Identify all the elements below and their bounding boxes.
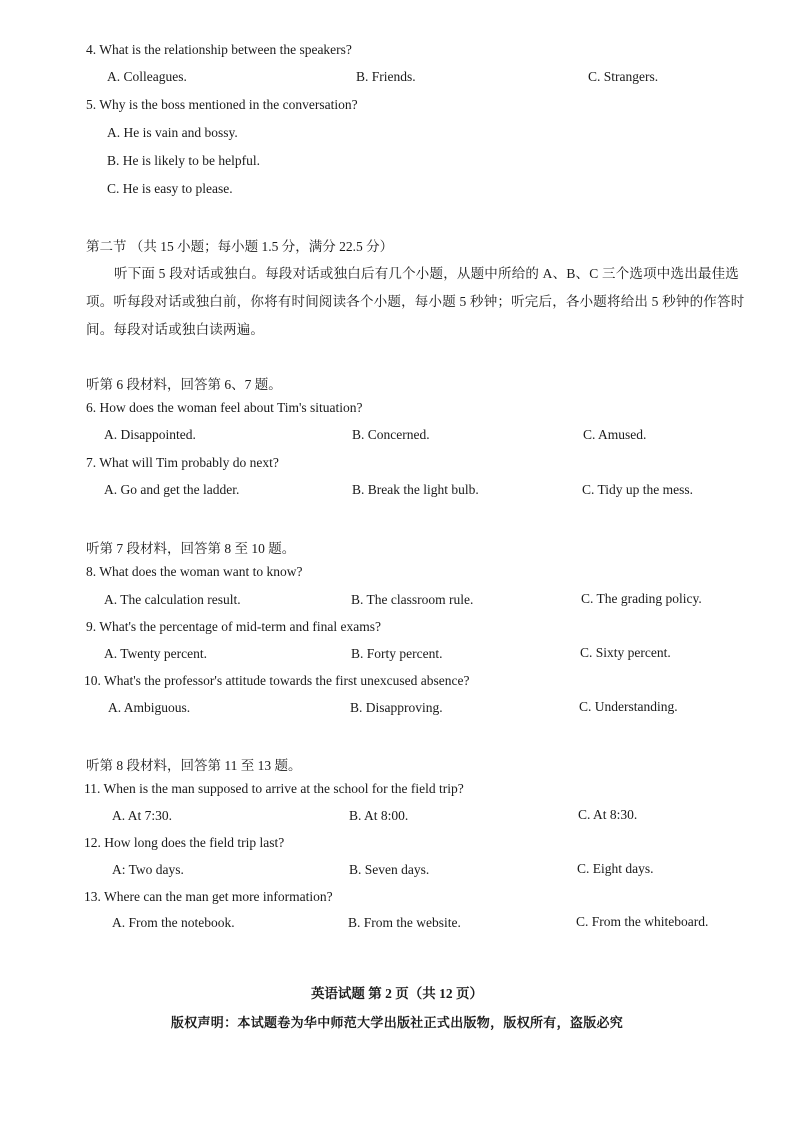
- question-9-option-a: A. Twenty percent.: [104, 646, 208, 661]
- question-6-option-b: B. Concerned.: [352, 427, 430, 442]
- section-2-title: 第二节 （共 15 小题；每小题 1.5 分，满分 22.5 分）: [86, 239, 394, 254]
- segment-6-heading: 听第 6 段材料，回答第 6、7 题。: [86, 377, 282, 392]
- question-6-stem: 6. How does the woman feel about Tim's situation?: [86, 400, 363, 415]
- question-11-stem: 11. When is the man supposed to arrive at the school for the field trip?: [84, 781, 464, 796]
- question-9-stem: 9. What's the percentage of mid-term and final exams?: [86, 619, 381, 634]
- question-10-option-c: C. Understanding.: [579, 699, 678, 714]
- question-5-option-b: B. He is likely to be helpful.: [107, 153, 260, 168]
- question-4-option-b: B. Friends.: [356, 69, 416, 84]
- question-11-option-a: A. At 7:30.: [112, 808, 173, 823]
- page-number-label: 英语试题 第 2 页（共 12 页）: [310, 986, 484, 1001]
- section-2-instructions-line-2: 项。听每段对话或独白前，你将有时间阅读各个小题，每小题 5 秒钟；听完后，各小题将给出 5 秒钟的作答时: [86, 294, 745, 309]
- question-4-stem: 4. What is the relationship between the speakers?: [86, 42, 352, 57]
- question-11-option-b: B. At 8:00.: [349, 808, 409, 823]
- question-8-option-b: B. The classroom rule.: [351, 592, 474, 607]
- copyright-notice: 版权声明：本试题卷为华中师范大学出版社正式出版物，版权所有，盗版必究: [170, 1015, 624, 1030]
- question-13-option-a: A. From the notebook.: [112, 915, 235, 930]
- segment-8-heading: 听第 8 段材料，回答第 11 至 13 题。: [86, 758, 302, 773]
- question-5-option-a: A. He is vain and bossy.: [107, 125, 238, 140]
- question-9-option-b: B. Forty percent.: [351, 646, 443, 661]
- question-9-option-c: C. Sixty percent.: [580, 645, 671, 660]
- question-12-option-b: B. Seven days.: [349, 862, 430, 877]
- question-10-option-a: A. Ambiguous.: [108, 700, 191, 715]
- question-4-option-c: C. Strangers.: [588, 69, 659, 84]
- segment-7-heading: 听第 7 段材料，回答第 8 至 10 题。: [86, 541, 296, 556]
- question-10-stem: 10. What's the professor's attitude towards the first unexcused absence?: [84, 673, 470, 688]
- question-7-option-c: C. Tidy up the mess.: [582, 482, 694, 497]
- question-5-option-c: C. He is easy to please.: [107, 181, 233, 196]
- question-4-option-a: A. Colleagues.: [107, 69, 187, 84]
- question-7-option-b: B. Break the light bulb.: [352, 482, 479, 497]
- question-11-option-c: C. At 8:30.: [578, 807, 638, 822]
- question-5-stem: 5. Why is the boss mentioned in the conversation?: [86, 97, 358, 112]
- question-10-option-b: B. Disapproving.: [350, 700, 443, 715]
- section-2-instructions-line-1: 听下面 5 段对话或独白。每段对话或独白后有几个小题，从题中所给的 A、B、C 三个选项中选出最佳选: [114, 266, 740, 281]
- section-2-instructions-line-3: 间。每段对话或独白读两遍。: [86, 322, 265, 337]
- question-6-option-c: C. Amused.: [583, 427, 647, 442]
- question-12-option-c: C. Eight days.: [577, 861, 654, 876]
- question-7-stem: 7. What will Tim probably do next?: [86, 455, 279, 470]
- question-12-option-a: A: Two days.: [112, 862, 184, 877]
- question-8-option-a: A. The calculation result.: [104, 592, 241, 607]
- question-13-stem: 13. Where can the man get more information?: [84, 889, 333, 904]
- question-13-option-c: C. From the whiteboard.: [576, 914, 709, 929]
- question-12-stem: 12. How long does the field trip last?: [84, 835, 285, 850]
- question-8-stem: 8. What does the woman want to know?: [86, 564, 303, 579]
- question-8-option-c: C. The grading policy.: [581, 591, 702, 606]
- question-6-option-a: A. Disappointed.: [104, 427, 196, 442]
- question-7-option-a: A. Go and get the ladder.: [104, 482, 240, 497]
- question-13-option-b: B. From the website.: [348, 915, 461, 930]
